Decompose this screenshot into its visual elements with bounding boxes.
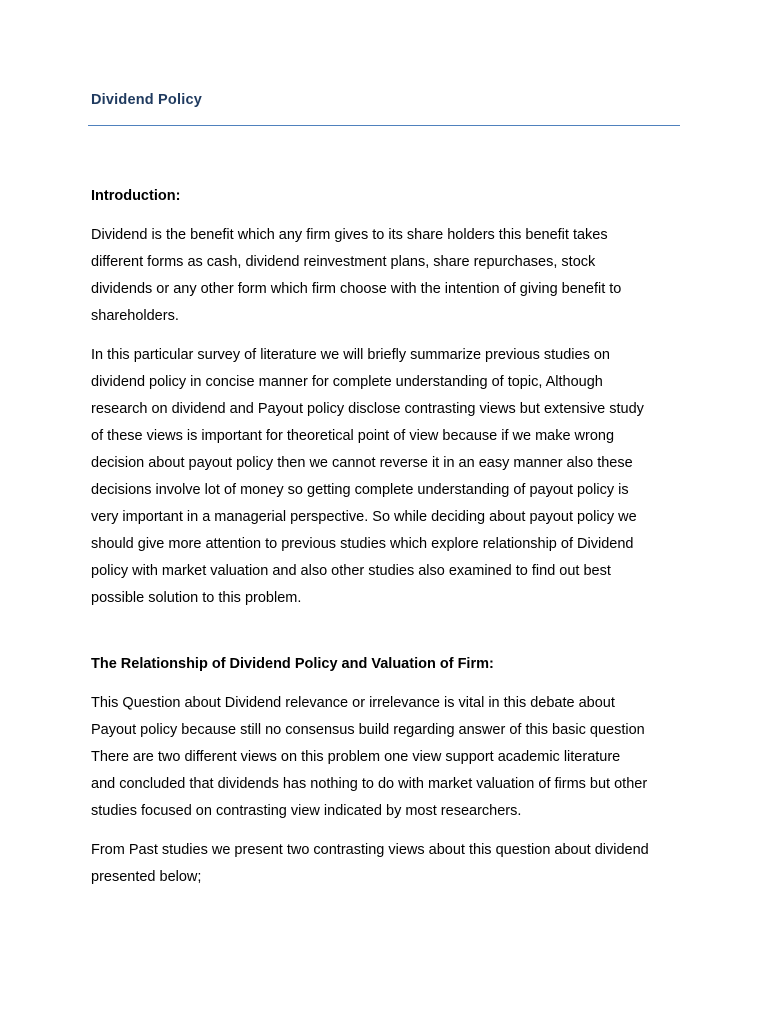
section-introduction bbox=[91, 183, 691, 612]
paragraph: Dividend is the benefit which any firm gives to its share holders this benefit takes different forms as cash, dividend reinvestment plans, share repurchases, stock dividends or any other form which firm choose with the intention of giving benefit to shareholders. bbox=[91, 227, 622, 324]
title-divider bbox=[88, 125, 680, 126]
paragraph: From Past studies we present two contrasting views about this question about dividend presented below; bbox=[91, 842, 649, 885]
document-body bbox=[91, 183, 691, 891]
section-heading: Introduction: bbox=[91, 188, 181, 204]
document-title: Dividend Policy bbox=[91, 92, 202, 108]
section-heading: The Relationship of Dividend Policy and Valuation of Firm: bbox=[91, 656, 494, 672]
paragraph: This Question about Dividend relevance or irrelevance is vital in this debate about Payout policy because still no consensus build regarding answer of this basic question There are two different views on this problem one view support academic literature and concluded that dividends has nothing to do with market valuation of firms but other studies focused on contrasting view indicated by most researchers. bbox=[91, 695, 648, 819]
section-relationship bbox=[91, 651, 691, 891]
paragraph: In this particular survey of literature we will briefly summarize previous studies on dividend policy in concise manner for complete understanding of topic, Although research on dividend and Payout policy disclose contrasting views but extensive study of these views is important for theoretical point of view because if we make wrong decision about payout policy then we cannot reverse it in an easy manner also these decisions involve lot of money so getting complete understanding of payout policy is very important in a managerial perspective. So while deciding about payout policy we should give more attention to previous studies which explore relationship of Dividend policy with market valuation and also other studies also examined to find out best possible solution to this problem. bbox=[91, 347, 644, 606]
